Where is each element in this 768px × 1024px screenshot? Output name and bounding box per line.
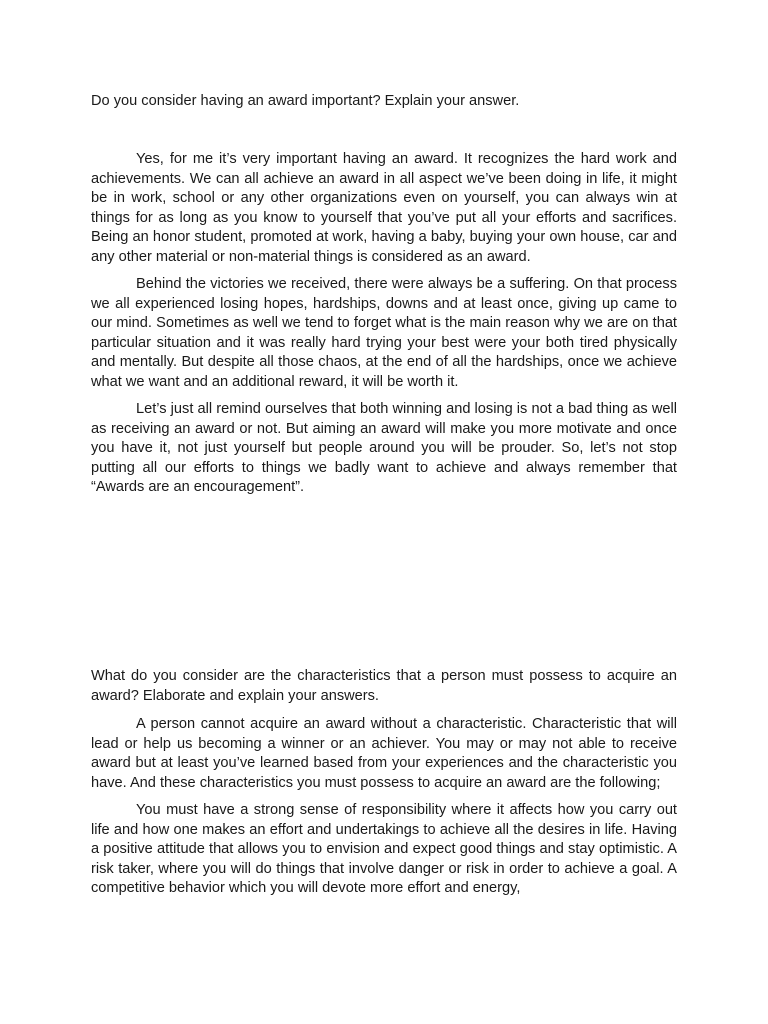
answer-2-paragraph-2: You must have a strong sense of responsibility where it affects how you carry out life and how one makes an effort and undertakings to achieve all the desires in life. Having a positive attitude that allows you to envision and expect good things and stay optimistic. A risk taker, where you will do things that involve danger or risk in order to achieve a goal. A competitive behavior which you will devote more effort and energy, [91,802,677,896]
answer-1 [91,150,677,506]
question-2: What do you consider are the characteristics that a person must possess to acquire an award? Elaborate and explain your answers. [91,668,677,704]
question-1: Do you consider having an award important? Explain your answer. [91,93,520,109]
answer-1-paragraph-1: Yes, for me it’s very important having an award. It recognizes the hard work and achievements. We can all achieve an award in all aspect we’ve been doing in life, it might be in work, school or any other organizations even on yourself, you can always win at things for as long as you know to yourself that you’ve put all your efforts and sacrifices. Being an honor student, promoted at work, having a baby, buying your own house, car and any other material or non-material things is considered as an award. [91,151,677,265]
answer-2 [91,715,677,907]
answer-1-paragraph-3: Let’s just all remind ourselves that both winning and losing is not a bad thing as well as receiving an award or not. But aiming an award will make you more motivate and once you have it, not just yourself but people around you will be prouder. So, let’s not stop putting all our efforts to things we badly want to achieve and always remember that “Awards are an encouragement”. [91,401,677,495]
answer-2-paragraph-1: A person cannot acquire an award without a characteristic. Characteristic that will lead or help us becoming a winner or an achiever. You may or may not able to receive award but at least you’ve learned based from your experiences and the characteristic you have. And these characteristics you must possess to acquire an award are the following; [91,716,677,791]
answer-1-paragraph-2: Behind the victories we received, there were always be a suffering. On that process we all experienced losing hopes, hardships, downs and at least once, giving up came to our mind. Sometimes as well we tend to forget what is the main reason why we are on that particular situation and it was really hard trying your best were your both tired physically and mentally. But despite all those chaos, at the end of all the hardships, once we achieve what we want and an additional reward, it will be worth it. [91,276,677,390]
